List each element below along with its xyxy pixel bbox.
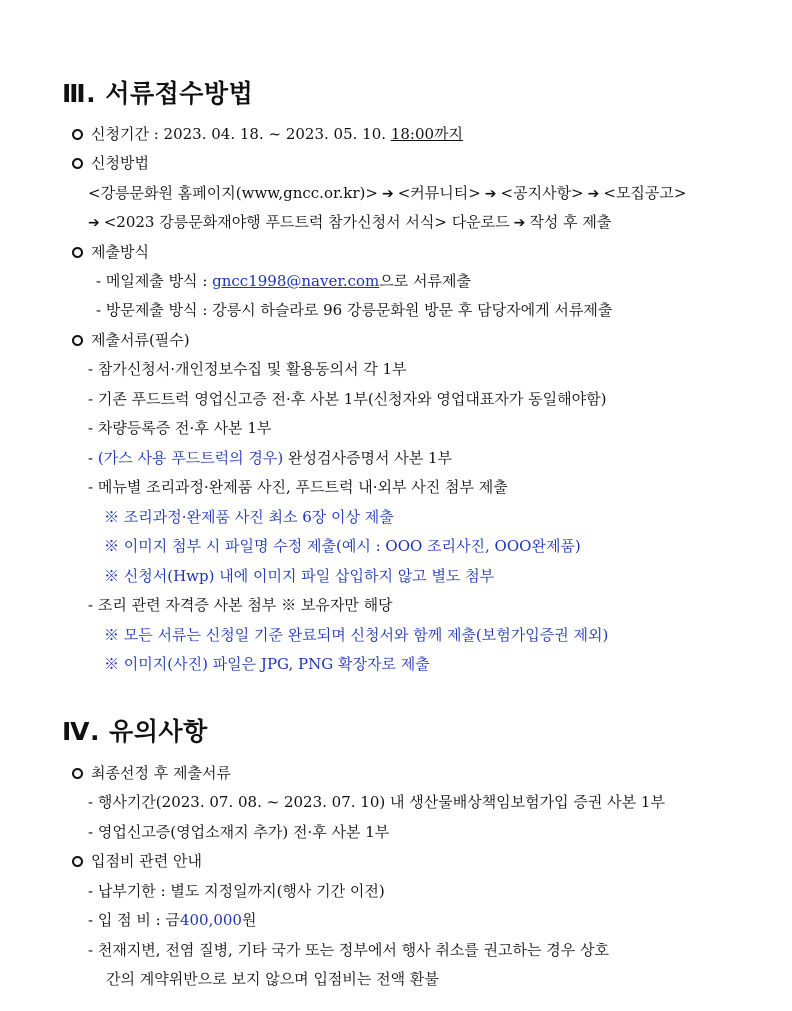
document-item: - 조리 관련 자격증 사본 첨부 ※ 보유자만 해당 xyxy=(88,596,393,614)
fee-prefix: - 입 점 비 : 금 xyxy=(88,911,180,929)
circle-bullet-icon xyxy=(72,247,83,258)
document-item: - 차량등록증 전·후 사본 1부 xyxy=(88,419,272,437)
path-homepage: <강릉문화원 홈페이지(www,gncc.or.kr)> xyxy=(88,184,378,202)
path-form-download: <2023 강릉문화재야행 푸드트럭 참가신청서 서식> 다운로드 xyxy=(103,213,510,231)
period-label: 신청기간 : 2023. 04. 18. ~ 2023. 05. 10. xyxy=(91,125,391,143)
mail-prefix: - 메일제출 방식 : xyxy=(96,272,213,290)
dash: - xyxy=(88,449,98,467)
method-path-line-1 xyxy=(88,183,686,204)
path-submit: 작성 후 제출 xyxy=(529,213,612,231)
documents-heading xyxy=(72,330,190,350)
fee-item xyxy=(88,910,256,930)
note-item: ※ 모든 서류는 신청일 기준 완료되며 신청서와 함께 제출(보험가입증권 제외) xyxy=(104,626,609,644)
circle-bullet-icon xyxy=(72,335,83,346)
document-item: - 참가신청서·개인정보수집 및 활용동의서 각 1부 xyxy=(88,360,407,378)
fee-amount: 400,000 xyxy=(179,911,242,929)
fee-suffix: 원 xyxy=(241,911,257,929)
email-link[interactable]: gncc1998@naver.com xyxy=(212,272,380,290)
method-heading xyxy=(72,153,149,173)
path-community: <커뮤니티> xyxy=(397,184,481,202)
final-item: - 행사기간(2023. 07. 08. ~ 2023. 07. 10) 내 생산물배상책임보험가입 증권 사본 1부 xyxy=(88,793,665,811)
note-item: ※ 신청서(Hwp) 내에 이미지 파일 삽입하지 않고 별도 첨부 xyxy=(104,567,495,585)
note-item: ※ 이미지 첨부 시 파일명 수정 제출(예시 : OOO 조리사진, OOO완제품) xyxy=(104,537,581,555)
path-recruit: <모집공고> xyxy=(603,184,687,202)
submission-heading xyxy=(72,242,149,262)
right-arrow-icon: ➔ xyxy=(381,186,394,202)
fee-label: 입점비 관련 안내 xyxy=(91,852,202,870)
deadline-text: 18:00까지 xyxy=(390,125,464,143)
circle-bullet-icon xyxy=(72,856,83,867)
mail-suffix: 으로 서류제출 xyxy=(379,272,471,290)
final-label: 최종선정 후 제출서류 xyxy=(91,764,231,782)
circle-bullet-icon xyxy=(72,768,83,779)
final-item: - 영업신고증(영업소재지 추가) 전·후 사본 1부 xyxy=(88,823,390,841)
section-4-title: Ⅳ. 유의사항 xyxy=(62,717,208,746)
circle-bullet-icon xyxy=(72,129,83,140)
visit-submission-line: - 방문제출 방식 : 강릉시 하슬라로 96 강릉문화원 방문 후 담당자에게 서류제출 xyxy=(96,301,613,319)
mail-submission-line xyxy=(96,271,471,291)
right-arrow-icon: ➔ xyxy=(88,215,100,231)
document-item xyxy=(88,448,452,468)
note-item: ※ 조리과정·완제품 사진 최소 6장 이상 제출 xyxy=(104,508,394,526)
final-heading xyxy=(72,763,231,783)
method-path-line-2 xyxy=(88,212,611,233)
period-line xyxy=(72,124,463,144)
fee-item: - 천재지변, 전염 질병, 기타 국가 또는 정부에서 행사 취소를 권고하는 경우 상호 xyxy=(88,941,610,959)
document-item: - 메뉴별 조리과정·완제품 사진, 푸드트럭 내·외부 사진 첨부 제출 xyxy=(88,478,508,496)
document-item: - 기존 푸드트럭 영업신고증 전·후 사본 1부(신청자와 영업대표자가 동일해야함) xyxy=(88,390,607,408)
inspection-cert-text: 완성검사증명서 사본 1부 xyxy=(283,449,452,467)
note-item: ※ 이미지(사진) 파일은 JPG, PNG 확장자로 제출 xyxy=(104,655,430,673)
method-label: 신청방법 xyxy=(91,154,149,172)
path-notice: <공지사항> xyxy=(500,184,584,202)
fee-item: - 납부기한 : 별도 지정일까지(행사 기간 이전) xyxy=(88,882,385,900)
circle-bullet-icon xyxy=(72,158,83,169)
right-arrow-icon: ➔ xyxy=(587,186,600,202)
right-arrow-icon: ➔ xyxy=(484,186,497,202)
fee-item-continued: 간의 계약위반으로 보지 않으며 입점비는 전액 환불 xyxy=(106,970,439,988)
section-3-title: Ⅲ. 서류접수방법 xyxy=(62,79,254,108)
submission-label: 제출방식 xyxy=(91,243,149,261)
gas-condition-text: (가스 사용 푸드트럭의 경우) xyxy=(97,449,284,467)
fee-heading xyxy=(72,851,202,871)
documents-label: 제출서류(필수) xyxy=(91,331,190,349)
right-arrow-icon: ➔ xyxy=(513,215,526,231)
